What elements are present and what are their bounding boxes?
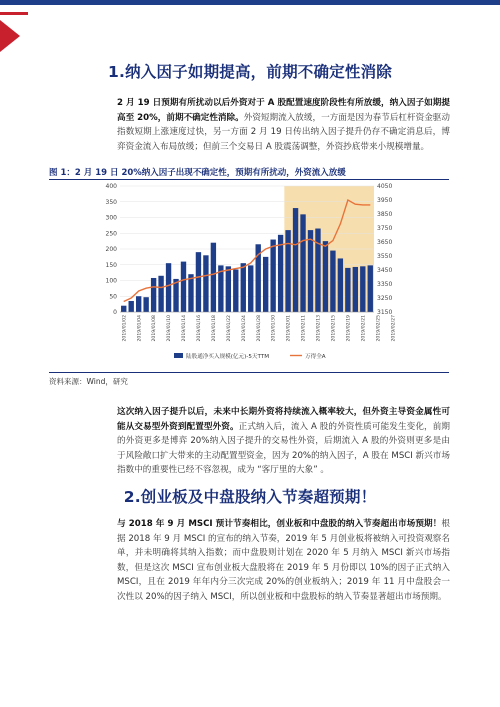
right-tick-label: 3250 (377, 295, 393, 302)
section1b-body: 正式纳入后，流入 A 股的外资性质可能发生变化，前期的外资更多是博弈 20%纳入因子提升的交易性外资，后期流入 A 股的外资则更多是由于风险敞口扩大带来的主动配置型资金，因为 20%的纳入因子，A 股在 MSCI 新兴市场指数中的重要性已经不容忽视，成为 “客厅里的大象” 。 (117, 421, 450, 475)
x-tick-label: 2019/01/18 (211, 315, 217, 342)
chart-bar (226, 266, 231, 312)
x-tick-label: 2019/02/21 (361, 315, 367, 342)
right-tick-label: 4050 (377, 183, 393, 190)
section2-paragraph (117, 517, 450, 604)
chart-bar (248, 265, 253, 312)
chart-bar (323, 241, 328, 312)
section1-body: 外资短期流入放缓，一方面是因为春节后杠杆资金驱动指数短期上涨速度过快，另一方面 2 月 19 日传出纳入因子提升仍存不确定消息后，博弈资金流入布局放缓；但前三个交易日 A 股震荡调整，外资抄底带来小规模增量。 (117, 112, 450, 152)
chart-bar (278, 235, 283, 312)
chart-bar (211, 243, 216, 312)
x-tick-label: 2019/02/25 (376, 315, 382, 342)
x-tick-label: 2019/02/27 (391, 315, 397, 342)
x-tick-label: 2019/02/19 (346, 315, 352, 342)
figure-bottom-rule (49, 372, 449, 373)
x-tick-label: 2019/01/04 (137, 315, 143, 342)
chart-bar (285, 230, 290, 312)
left-tick-label: 400 (105, 183, 117, 190)
chart-bar (196, 252, 201, 312)
x-tick-label: 2019/01/28 (256, 315, 262, 342)
right-tick-label: 3450 (377, 267, 393, 274)
chart-bar (181, 262, 186, 312)
section2-lead: 与 2018 年 9 月 MSCI 预计节奏相比，创业板和中盘股的纳入节奏超出市场预期！ (117, 519, 442, 529)
right-tick-label: 3350 (377, 281, 393, 288)
left-tick-label: 0 (113, 309, 117, 316)
chart-bar (158, 276, 163, 312)
left-tick-label: 350 (105, 198, 117, 206)
left-tick-label: 200 (105, 246, 117, 253)
legend-label-bar: 陆股通净买入规模(亿元)-5天TTM (186, 354, 270, 360)
x-tick-label: 2019/01/14 (182, 315, 188, 342)
chart-bar (345, 268, 350, 312)
x-tick-label: 2019/01/16 (197, 315, 203, 342)
chart-bar (270, 240, 275, 312)
chart-bar (300, 214, 305, 312)
chart-bar (263, 257, 268, 312)
section1-paragraph (117, 96, 450, 154)
left-tick-label: 250 (105, 230, 117, 238)
figure-chart (92, 180, 412, 370)
section1b-lead: 这次纳入因子提升以后，未来中长期外资将持续流入概率较大，但外资主导资金属性可能从交易型外资到配置型外资。 (117, 407, 450, 432)
right-tick-label: 3850 (377, 211, 393, 218)
right-tick-label: 3950 (377, 197, 393, 204)
chart-bar (241, 263, 246, 312)
right-tick-label: 3750 (377, 225, 393, 232)
figure-source: 资料来源：Wind，研究 (49, 377, 128, 386)
x-tick-label: 2019/02/11 (301, 315, 307, 342)
legend-label-line: 万得全A (305, 354, 326, 360)
chart-bar (353, 267, 358, 312)
chart-bar (330, 251, 335, 312)
x-tick-label: 2019/02/13 (316, 315, 322, 342)
x-tick-label: 2019/02/01 (286, 315, 292, 342)
corner-accent-line (0, 12, 28, 15)
chart-bar (233, 269, 238, 312)
right-tick-label: 3150 (377, 309, 393, 316)
top-bar (0, 0, 500, 5)
chart-bar (151, 278, 156, 312)
chart-bar (368, 265, 373, 312)
left-tick-label: 300 (105, 214, 117, 222)
figure-title: 图 1：2 月 19 日 20%纳入因子出现不确定性，预期有所扰动，外资流入放缓 (49, 168, 346, 178)
x-tick-label: 2019/01/10 (167, 315, 173, 342)
left-tick-label: 100 (105, 277, 117, 285)
chart-bar (308, 230, 313, 312)
x-tick-label: 2019/01/02 (122, 315, 128, 342)
chart-bar (121, 306, 126, 312)
section1b-paragraph (117, 405, 450, 478)
chart-bar (136, 296, 141, 312)
chart-bar (143, 297, 148, 312)
chart-bar (188, 274, 193, 312)
x-tick-label: 2019/02/15 (331, 315, 337, 342)
legend-swatch-bar (174, 353, 183, 358)
chart-bar (315, 229, 320, 312)
x-tick-label: 2019/01/22 (226, 315, 232, 342)
x-tick-label: 2019/01/08 (152, 315, 158, 342)
chart-bar (293, 208, 298, 312)
x-tick-label: 2019/01/30 (271, 315, 277, 342)
left-tick-label: 50 (109, 293, 117, 301)
right-tick-label: 3650 (377, 239, 393, 246)
x-tick-label: 2019/01/24 (241, 315, 247, 342)
chart-bar (203, 255, 208, 312)
left-tick-label: 150 (105, 261, 117, 269)
section2-body: 根据 2018 年 9 月 MSCI 的宣布的纳入节奏，2019 年 5 月创业板将被纳入可投资观察名单，并未明确将其纳入指数；而中盘股则计划在 2020 年 5 月纳入 MSCI 新兴市场指数，但是这次 MSCI 宣布创业板大盘股将在 2019 年 5 月份即以 10%的因子正式纳入 MSCI，且在 2019 年年内分三次完成 20%的创业板纳入；2019 年 11 月中盘股会一次性以 20%的因子纳入 MSCI，所以创业板和中盘股标的纳入节奏显著超出市场预期。 (117, 519, 450, 602)
section1-title: 1.纳入因子如期提高，前期不确定性消除 (108, 63, 392, 81)
corner-accent-triangle (0, 20, 20, 52)
chart-bar (338, 258, 343, 312)
section1-lead: 2 月 19 日预期有所扰动以后外资对于 A 股配置速度阶段性有所放缓，纳入因子如期提高至 20%，前期不确定性消除。 (117, 98, 450, 123)
chart-bar (129, 301, 134, 312)
chart-bar (360, 266, 365, 312)
chart-bar (166, 263, 171, 312)
right-tick-label: 3550 (377, 253, 393, 260)
section2-title: 2.创业板及中盘股纳入节奏超预期！ (123, 488, 377, 506)
